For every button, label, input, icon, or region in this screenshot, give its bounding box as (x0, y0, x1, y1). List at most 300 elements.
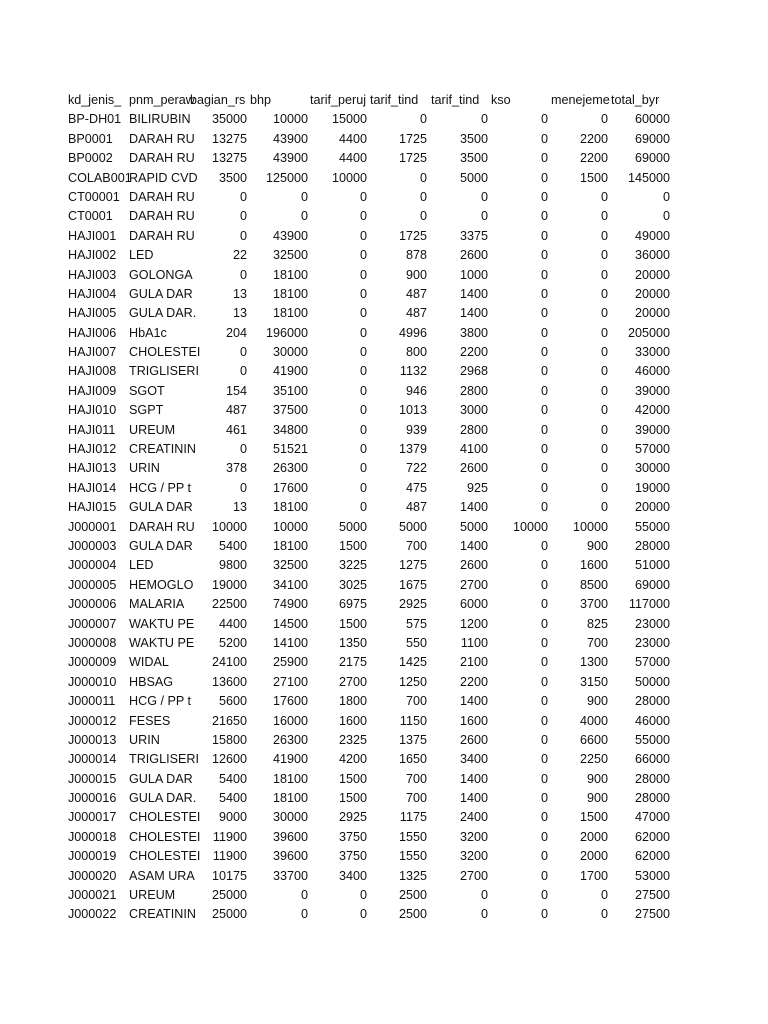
table-cell[interactable]: RAPID CVD (129, 170, 198, 185)
table-cell[interactable]: 24100 (211, 655, 247, 670)
table-cell[interactable]: 0 (600, 403, 608, 418)
table-cell[interactable]: 0 (480, 112, 488, 127)
table-cell[interactable]: 53000 (634, 868, 670, 883)
table-cell[interactable]: 1650 (398, 752, 427, 767)
table-cell[interactable]: 0 (359, 228, 367, 243)
table-cell[interactable]: 2800 (459, 383, 488, 398)
table-cell[interactable]: 32500 (272, 248, 308, 263)
table-cell[interactable]: 0 (600, 325, 608, 340)
table-cell[interactable]: 0 (540, 500, 548, 515)
table-cell[interactable]: WAKTU PE (129, 616, 195, 631)
table-cell[interactable]: CREATININ (129, 442, 196, 457)
table-cell[interactable]: 0 (600, 907, 608, 922)
table-cell[interactable]: 2800 (459, 422, 488, 437)
table-cell[interactable]: 62000 (634, 829, 670, 844)
table-cell[interactable]: 23000 (634, 616, 670, 631)
table-cell[interactable]: 0 (239, 345, 247, 360)
table-cell[interactable]: 900 (586, 694, 608, 709)
table-cell[interactable]: 0 (600, 345, 608, 360)
table-cell[interactable]: 10000 (572, 519, 608, 534)
table-cell[interactable]: 0 (239, 480, 247, 495)
header-cell[interactable]: total_byr (611, 93, 660, 107)
table-cell[interactable]: 1100 (460, 635, 488, 650)
table-cell[interactable]: 0 (359, 907, 367, 922)
table-cell[interactable]: 1725 (398, 228, 427, 243)
table-cell[interactable]: 204 (225, 325, 247, 340)
table-cell[interactable]: 1500 (579, 170, 608, 185)
table-cell[interactable]: 0 (540, 538, 548, 553)
table-cell[interactable]: 14500 (272, 616, 308, 631)
table-cell[interactable]: 41900 (272, 364, 308, 379)
table-cell[interactable]: 39000 (634, 383, 670, 398)
table-cell[interactable]: 0 (239, 209, 247, 224)
table-cell[interactable]: SGPT (129, 403, 164, 418)
table-cell[interactable]: 60000 (634, 112, 670, 127)
table-cell[interactable]: 11900 (212, 829, 247, 844)
table-cell[interactable]: 1725 (398, 131, 427, 146)
table-cell[interactable]: 0 (239, 267, 247, 282)
table-cell[interactable]: GULA DAR (129, 500, 193, 515)
table-cell[interactable]: 20000 (634, 267, 670, 282)
table-cell[interactable]: HAJI009 (68, 383, 117, 398)
table-cell[interactable]: 1700 (579, 868, 608, 883)
table-cell[interactable]: 27500 (634, 907, 670, 922)
table-cell[interactable]: 722 (405, 461, 427, 476)
table-cell[interactable]: 43900 (272, 151, 308, 166)
table-cell[interactable]: 20000 (634, 286, 670, 301)
table-cell[interactable]: DARAH RU (129, 189, 195, 204)
table-cell[interactable]: WAKTU PE (129, 635, 195, 650)
table-cell[interactable]: 1013 (398, 403, 427, 418)
table-cell[interactable]: CREATININ (129, 907, 196, 922)
table-cell[interactable]: HAJI010 (68, 403, 117, 418)
table-cell[interactable]: 700 (405, 538, 427, 553)
table-cell[interactable]: 5200 (218, 635, 247, 650)
table-cell[interactable]: J000009 (68, 655, 117, 670)
table-cell[interactable]: 487 (405, 306, 427, 321)
table-cell[interactable]: 0 (540, 674, 548, 689)
table-cell[interactable]: 1200 (459, 616, 488, 631)
table-cell[interactable]: 1150 (399, 713, 427, 728)
table-cell[interactable]: 1600 (459, 713, 488, 728)
table-cell[interactable]: J000019 (68, 849, 117, 864)
table-cell[interactable]: HAJI003 (68, 267, 117, 282)
table-cell[interactable]: 33700 (272, 868, 308, 883)
table-cell[interactable]: 2200 (579, 151, 608, 166)
table-cell[interactable]: GULA DAR. (129, 791, 197, 806)
table-cell[interactable]: 1325 (398, 868, 427, 883)
table-cell[interactable]: 21650 (211, 713, 247, 728)
table-cell[interactable]: HAJI001 (68, 228, 117, 243)
table-cell[interactable]: 42000 (634, 403, 670, 418)
table-cell[interactable]: 36000 (634, 248, 670, 263)
table-cell[interactable]: 0 (662, 209, 670, 224)
table-cell[interactable]: 62000 (634, 849, 670, 864)
table-cell[interactable]: 6975 (338, 597, 367, 612)
table-cell[interactable]: CHOLESTEI (129, 829, 201, 844)
table-cell[interactable]: 0 (540, 112, 548, 127)
table-cell[interactable]: J000013 (68, 732, 117, 747)
table-cell[interactable]: 1550 (398, 829, 427, 844)
table-cell[interactable]: 461 (225, 422, 247, 437)
table-cell[interactable]: 0 (540, 306, 548, 321)
table-cell[interactable]: 0 (419, 112, 427, 127)
table-cell[interactable]: 1400 (459, 791, 488, 806)
table-cell[interactable]: 3400 (459, 752, 488, 767)
table-cell[interactable]: 4400 (338, 151, 367, 166)
table-cell[interactable]: DARAH RU (129, 228, 195, 243)
table-cell[interactable]: 0 (359, 325, 367, 340)
table-cell[interactable]: 12600 (211, 752, 247, 767)
table-cell[interactable]: 946 (405, 383, 427, 398)
table-cell[interactable]: 0 (600, 306, 608, 321)
table-cell[interactable]: 57000 (634, 442, 670, 457)
table-cell[interactable]: 2200 (459, 674, 488, 689)
table-cell[interactable]: HAJI015 (68, 500, 117, 515)
table-cell[interactable]: 0 (540, 868, 548, 883)
table-cell[interactable]: 0 (600, 248, 608, 263)
table-cell[interactable]: 825 (586, 616, 608, 631)
table-cell[interactable]: 4000 (579, 713, 608, 728)
table-cell[interactable]: 1400 (459, 694, 488, 709)
table-cell[interactable]: UREUM (129, 888, 176, 903)
table-cell[interactable]: 17600 (272, 480, 308, 495)
table-cell[interactable]: 0 (600, 267, 608, 282)
table-cell[interactable]: 1250 (398, 674, 427, 689)
table-cell[interactable]: 13275 (211, 151, 247, 166)
table-cell[interactable]: 10000 (272, 519, 308, 534)
table-cell[interactable]: J000015 (68, 771, 117, 786)
table-cell[interactable]: 1000 (459, 267, 488, 282)
table-cell[interactable]: 0 (540, 752, 548, 767)
table-cell[interactable]: 700 (405, 694, 427, 709)
table-cell[interactable]: 0 (359, 888, 367, 903)
table-cell[interactable]: DARAH RU (129, 151, 195, 166)
table-cell[interactable]: 10175 (211, 868, 247, 883)
table-cell[interactable]: 43900 (272, 228, 308, 243)
table-cell[interactable]: HAJI012 (68, 442, 117, 457)
table-cell[interactable]: 0 (540, 694, 548, 709)
table-cell[interactable]: LED (129, 558, 154, 573)
table-cell[interactable]: URIN (129, 732, 160, 747)
table-cell[interactable]: 1300 (579, 655, 608, 670)
table-cell[interactable]: 2175 (338, 655, 367, 670)
table-cell[interactable]: 700 (586, 635, 608, 650)
table-cell[interactable]: 475 (405, 480, 427, 495)
table-cell[interactable]: 0 (359, 422, 367, 437)
table-cell[interactable]: J000012 (68, 713, 117, 728)
table-cell[interactable]: 18100 (272, 500, 308, 515)
table-cell[interactable]: 9000 (218, 810, 247, 825)
table-cell[interactable]: 0 (239, 228, 247, 243)
table-cell[interactable]: 0 (359, 306, 367, 321)
table-cell[interactable]: 0 (540, 771, 548, 786)
table-cell[interactable]: 125000 (265, 170, 308, 185)
table-cell[interactable]: 1675 (398, 577, 427, 592)
table-cell[interactable]: 0 (540, 810, 548, 825)
table-cell[interactable]: 0 (359, 345, 367, 360)
table-cell[interactable]: CT00001 (68, 189, 120, 204)
table-cell[interactable]: 0 (540, 364, 548, 379)
table-cell[interactable]: HAJI004 (68, 286, 117, 301)
table-cell[interactable]: 26300 (272, 732, 308, 747)
table-cell[interactable]: 1400 (459, 286, 488, 301)
table-cell[interactable]: 14100 (272, 635, 308, 650)
table-cell[interactable]: HAJI011 (68, 422, 116, 437)
table-cell[interactable]: 878 (405, 248, 427, 263)
table-cell[interactable]: FESES (129, 713, 171, 728)
table-cell[interactable]: 10000 (211, 519, 247, 534)
table-cell[interactable]: J000016 (68, 791, 117, 806)
table-cell[interactable]: 2925 (398, 597, 427, 612)
table-cell[interactable]: 550 (405, 635, 427, 650)
table-cell[interactable]: COLAB001 (68, 170, 132, 185)
table-cell[interactable]: 5000 (459, 170, 488, 185)
table-cell[interactable]: 3500 (459, 151, 488, 166)
table-cell[interactable]: 39000 (634, 422, 670, 437)
table-cell[interactable]: 0 (540, 480, 548, 495)
table-cell[interactable]: HAJI005 (68, 306, 117, 321)
table-cell[interactable]: 1132 (399, 364, 427, 379)
table-cell[interactable]: 1425 (398, 655, 427, 670)
table-cell[interactable]: 18100 (272, 306, 308, 321)
table-cell[interactable]: 0 (540, 325, 548, 340)
table-cell[interactable]: 13275 (211, 131, 247, 146)
table-cell[interactable]: 25000 (211, 888, 247, 903)
table-cell[interactable]: 0 (540, 558, 548, 573)
table-cell[interactable]: HAJI013 (68, 461, 117, 476)
header-cell[interactable]: kso (491, 93, 511, 107)
table-cell[interactable]: GULA DAR (129, 538, 193, 553)
table-cell[interactable]: 0 (540, 189, 548, 204)
table-cell[interactable]: 18100 (272, 286, 308, 301)
table-cell[interactable]: 1500 (338, 771, 367, 786)
table-cell[interactable]: 3000 (459, 403, 488, 418)
table-cell[interactable]: J000008 (68, 635, 117, 650)
table-cell[interactable]: J000004 (68, 558, 117, 573)
table-cell[interactable]: 57000 (634, 655, 670, 670)
table-cell[interactable]: 69000 (634, 577, 670, 592)
table-cell[interactable]: 0 (359, 500, 367, 515)
table-cell[interactable]: 0 (359, 383, 367, 398)
table-cell[interactable]: 0 (540, 151, 548, 166)
table-cell[interactable]: 20000 (634, 306, 670, 321)
table-cell[interactable]: 34800 (272, 422, 308, 437)
table-cell[interactable]: 2000 (579, 829, 608, 844)
table-cell[interactable]: 5000 (459, 519, 488, 534)
table-cell[interactable]: 51521 (272, 442, 308, 457)
table-cell[interactable]: 0 (480, 189, 488, 204)
table-cell[interactable]: HAJI008 (68, 364, 117, 379)
table-cell[interactable]: 1800 (338, 694, 367, 709)
table-cell[interactable]: 0 (662, 189, 670, 204)
table-cell[interactable]: CHOLESTEI (129, 849, 201, 864)
table-cell[interactable]: 9800 (218, 558, 247, 573)
table-cell[interactable]: 0 (600, 228, 608, 243)
table-cell[interactable]: URIN (129, 461, 160, 476)
table-cell[interactable]: 0 (540, 383, 548, 398)
table-cell[interactable]: 2600 (459, 558, 488, 573)
table-cell[interactable]: 20000 (634, 500, 670, 515)
table-cell[interactable]: 1500 (338, 538, 367, 553)
table-cell[interactable]: 13 (232, 500, 247, 515)
table-cell[interactable]: 26300 (272, 461, 308, 476)
table-cell[interactable]: 2600 (459, 732, 488, 747)
table-cell[interactable]: 0 (419, 170, 427, 185)
table-cell[interactable]: 0 (419, 209, 427, 224)
table-cell[interactable]: 50000 (634, 674, 670, 689)
header-cell[interactable]: kd_jenis_ (68, 93, 122, 107)
table-cell[interactable]: 0 (300, 888, 308, 903)
table-cell[interactable]: 13 (232, 306, 247, 321)
table-cell[interactable]: 8500 (579, 577, 608, 592)
table-cell[interactable]: CHOLESTEI (129, 345, 201, 360)
table-cell[interactable]: 0 (540, 461, 548, 476)
table-cell[interactable]: 0 (300, 907, 308, 922)
table-cell[interactable]: 0 (600, 500, 608, 515)
table-cell[interactable]: LED (129, 248, 154, 263)
table-cell[interactable]: 0 (600, 422, 608, 437)
table-cell[interactable]: TRIGLISERI (129, 364, 199, 379)
table-cell[interactable]: 0 (480, 209, 488, 224)
table-cell[interactable]: 2700 (459, 868, 488, 883)
table-cell[interactable]: 28000 (634, 771, 670, 786)
table-cell[interactable]: 0 (359, 248, 367, 263)
table-cell[interactable]: 0 (600, 888, 608, 903)
table-cell[interactable]: 2600 (459, 248, 488, 263)
table-cell[interactable]: 4100 (459, 442, 488, 457)
table-cell[interactable]: 46000 (634, 713, 670, 728)
table-cell[interactable]: ASAM URA (129, 868, 195, 883)
table-cell[interactable]: 2000 (579, 849, 608, 864)
table-cell[interactable]: 378 (225, 461, 247, 476)
table-cell[interactable]: 0 (540, 403, 548, 418)
table-cell[interactable]: BP0002 (68, 151, 113, 166)
table-cell[interactable]: J000021 (68, 888, 117, 903)
table-cell[interactable]: 925 (466, 480, 488, 495)
table-cell[interactable]: TRIGLISERI (129, 752, 199, 767)
table-cell[interactable]: 1550 (398, 849, 427, 864)
table-cell[interactable]: DARAH RU (129, 209, 195, 224)
table-cell[interactable]: 18100 (272, 791, 308, 806)
table-cell[interactable]: 2600 (459, 461, 488, 476)
table-cell[interactable]: 900 (586, 791, 608, 806)
table-cell[interactable]: 66000 (634, 752, 670, 767)
table-cell[interactable]: 1400 (459, 500, 488, 515)
table-cell[interactable]: 900 (586, 771, 608, 786)
table-cell[interactable]: 39600 (272, 849, 308, 864)
table-cell[interactable]: 22 (232, 248, 247, 263)
table-cell[interactable]: 3500 (459, 131, 488, 146)
table-cell[interactable]: 0 (540, 345, 548, 360)
header-cell[interactable]: bhp (250, 93, 272, 107)
table-cell[interactable]: 2925 (338, 810, 367, 825)
table-cell[interactable]: 0 (600, 189, 608, 204)
table-cell[interactable]: 41900 (272, 752, 308, 767)
table-cell[interactable]: GULA DAR (129, 286, 193, 301)
table-cell[interactable]: 6000 (459, 597, 488, 612)
table-cell[interactable]: 0 (359, 480, 367, 495)
table-cell[interactable]: 0 (540, 597, 548, 612)
table-cell[interactable]: 1379 (398, 442, 427, 457)
table-cell[interactable]: 28000 (634, 694, 670, 709)
table-cell[interactable]: HAJI014 (68, 480, 117, 495)
table-cell[interactable]: J000017 (68, 810, 117, 825)
table-cell[interactable]: 47000 (634, 810, 670, 825)
table-cell[interactable]: 0 (540, 577, 548, 592)
table-cell[interactable]: 3700 (579, 597, 608, 612)
table-cell[interactable]: 0 (540, 791, 548, 806)
table-cell[interactable]: J000005 (68, 577, 117, 592)
table-cell[interactable]: J000022 (68, 907, 117, 922)
table-cell[interactable]: 35100 (272, 383, 308, 398)
table-cell[interactable]: 2200 (459, 345, 488, 360)
table-cell[interactable]: 0 (600, 112, 608, 127)
table-cell[interactable]: 3400 (338, 868, 367, 883)
table-cell[interactable]: J000020 (68, 868, 117, 883)
table-cell[interactable]: 0 (239, 189, 247, 204)
table-cell[interactable]: 3750 (338, 849, 367, 864)
header-cell[interactable]: menejeme (551, 93, 610, 107)
table-cell[interactable]: 13600 (211, 674, 247, 689)
table-cell[interactable]: 1600 (579, 558, 608, 573)
table-cell[interactable]: 2968 (459, 364, 488, 379)
table-cell[interactable]: SGOT (129, 383, 165, 398)
table-cell[interactable]: J000006 (68, 597, 117, 612)
table-cell[interactable]: GULA DAR (129, 771, 193, 786)
table-cell[interactable]: HCG / PP t (129, 694, 192, 709)
table-cell[interactable]: 117000 (628, 597, 670, 612)
table-cell[interactable]: 0 (359, 209, 367, 224)
table-cell[interactable]: 1500 (338, 616, 367, 631)
table-cell[interactable]: 0 (540, 732, 548, 747)
table-cell[interactable]: 19000 (634, 480, 670, 495)
table-cell[interactable]: 575 (405, 616, 427, 631)
table-cell[interactable]: 0 (540, 267, 548, 282)
table-cell[interactable]: HAJI007 (68, 345, 117, 360)
table-cell[interactable]: J000001 (68, 519, 117, 534)
table-cell[interactable]: 32500 (272, 558, 308, 573)
table-cell[interactable]: 69000 (634, 151, 670, 166)
table-cell[interactable]: 1500 (338, 791, 367, 806)
table-cell[interactable]: 0 (419, 189, 427, 204)
table-cell[interactable]: 25900 (272, 655, 308, 670)
table-cell[interactable]: 43900 (272, 131, 308, 146)
table-cell[interactable]: 4996 (398, 325, 427, 340)
table-cell[interactable]: 69000 (634, 131, 670, 146)
table-cell[interactable]: 10000 (512, 519, 548, 534)
table-cell[interactable]: J000010 (68, 674, 117, 689)
table-cell[interactable]: 0 (359, 364, 367, 379)
table-cell[interactable]: GOLONGA (129, 267, 193, 282)
header-cell[interactable]: tarif_peruj (310, 93, 367, 107)
table-cell[interactable]: 2250 (579, 752, 608, 767)
table-cell[interactable]: 11900 (212, 849, 247, 864)
header-cell[interactable]: tarif_tind (431, 93, 480, 107)
table-cell[interactable]: 39600 (272, 829, 308, 844)
table-cell[interactable]: 0 (300, 189, 308, 204)
table-cell[interactable]: 10000 (331, 170, 367, 185)
table-cell[interactable]: DARAH RU (129, 131, 195, 146)
table-cell[interactable]: UREUM (129, 422, 176, 437)
table-cell[interactable]: 1600 (338, 713, 367, 728)
table-cell[interactable]: 33000 (634, 345, 670, 360)
table-cell[interactable]: 0 (600, 383, 608, 398)
table-cell[interactable]: 3500 (218, 170, 247, 185)
table-cell[interactable]: CHOLESTEI (129, 810, 201, 825)
table-cell[interactable]: 0 (300, 209, 308, 224)
table-cell[interactable]: 2500 (398, 888, 427, 903)
